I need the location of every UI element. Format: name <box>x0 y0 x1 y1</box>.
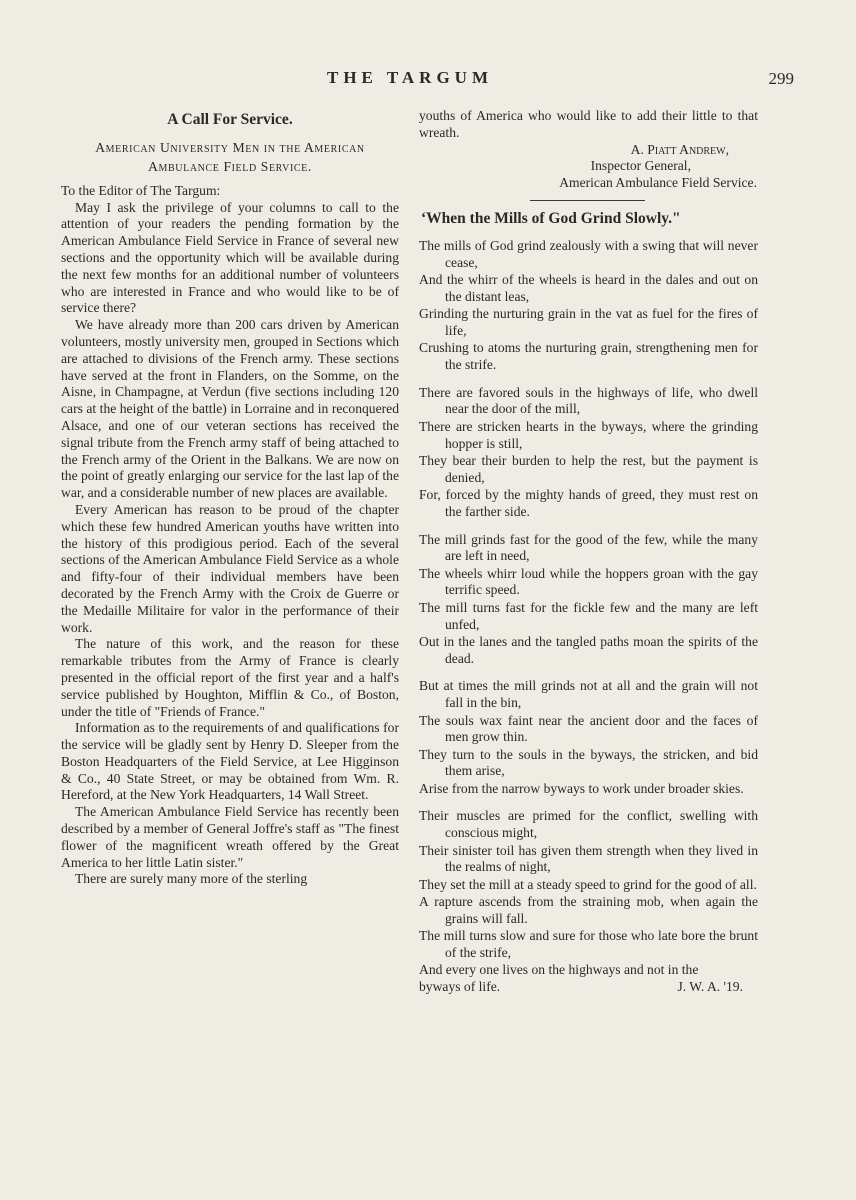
right-column <box>419 108 758 1007</box>
letter-paragraph: The American Ambulance Field Service has recently been described by a member of General Joffre's staff as "The finest flower of the magnificent wreath offered by the Great America to her little Latin sister." <box>61 804 399 870</box>
letter-signature <box>419 142 758 192</box>
signature-organization: American Ambulance Field Service. <box>559 175 757 191</box>
poem-line: The wheels whirr loud while the hoppers groan with the gay terrific speed. <box>419 565 758 598</box>
poem-line: A rapture ascends from the straining mob, when again the grains will fall. <box>419 893 758 926</box>
poem-stanza <box>419 808 758 996</box>
letter-continuation: youths of America who would like to add their little to that wreath. <box>419 108 758 140</box>
poem-line: The mills of God grind zealously with a swing that will never cease, <box>419 237 758 270</box>
poem-last-line <box>419 979 758 996</box>
poem-line: The mill grinds fast for the good of the few, while the many are left in need, <box>419 531 758 564</box>
letter-salutation: To the Editor of The Targum: <box>61 182 221 198</box>
poem-line: They set the mill at a steady speed to grind for the good of all. <box>419 876 757 892</box>
poem-line: Their sinister toil has given them strength when they lived in the realms of night, <box>419 842 758 875</box>
poem-line: But at times the mill grinds not at all and the grain will not fall in the bin, <box>419 678 758 711</box>
poem-stanza <box>419 385 758 521</box>
letter-paragraph: May I ask the privilege of your columns to call to the attention of your readers the pending formation by the American Ambulance Field Service in France of several new sections and the opportunity which will be available during the next few months for an additional number of volunteers who are interested in France and who would like to be of service there? <box>61 199 399 316</box>
left-column <box>61 108 399 888</box>
poem-line: Crushing to atoms the nurturing grain, strengthening men for the strife. <box>419 340 758 372</box>
poem-line: They turn to the souls in the byways, the stricken, and bid them arise, <box>419 746 758 779</box>
poem-line: The mill turns fast for the fickle few and the many are left unfed, <box>419 599 758 632</box>
letter-paragraph: Information as to the requirements of and qualifications for the service will be gladly sent by Henry D. Sleeper from the Boston Headquarters of the Field Service, at Lee Higginson & Co., 40 State Street, or may be obtained from Wm. R. Hereford, at the New York Headquarters, 14 Wall Street. <box>61 720 399 803</box>
page-number: 299 <box>768 69 794 88</box>
letter-paragraph: The nature of this work, and the reason for these remarkable tributes from the Army of France is clearly presented in the official report of the first year and a half's service published by Houghton, Mifflin & Co., of Boston, under the title of "Friends of France." <box>61 636 399 719</box>
poem-line: Arise from the narrow byways to work under broader skies. <box>419 780 744 796</box>
section-divider <box>530 200 645 201</box>
poem-stanza <box>419 238 758 374</box>
letter-subtitle <box>61 138 399 176</box>
poem-line: And every one lives on the highways and not in the <box>419 962 699 978</box>
running-head <box>60 68 794 92</box>
signature-name: A. Piatt Andrew, <box>630 141 729 157</box>
poem-line: And the whirr of the wheels is heard in the dales and out on the distant leas, <box>419 271 758 304</box>
signature-title: Inspector General, <box>590 158 691 174</box>
poem-line: There are favored souls in the highways of life, who dwell near the door of the mill, <box>419 384 758 417</box>
poem-stanza <box>419 678 758 797</box>
letter-paragraph: There are surely many more of the sterling <box>75 871 308 887</box>
poem-line: For, forced by the mighty hands of greed, they must rest on the farther side. <box>419 486 758 519</box>
poem-line: Out in the lanes and the tangled paths moan the spirits of the dead. <box>419 633 758 666</box>
letter-subtitle-line: American University Men in the American <box>95 139 365 155</box>
poem-author: J. W. A. '19. <box>677 979 743 995</box>
letter-paragraph: Every American has reason to be proud of the chapter which these few hundred American youths have written into the history of this prodigious period. Each of the several sections of the American Ambulance Field Service as a whole and fifty-four of their individual members have been decorated by the French Army with the Croix de Guerre or the Medaille Militaire for valor in the performance of their work. <box>61 501 399 635</box>
poem-line: The mill turns slow and sure for those who late bore the brunt of the strife, <box>419 928 758 960</box>
poem-line: Grinding the nurturing grain in the vat as fuel for the fires of life, <box>419 305 758 338</box>
poem-stanza <box>419 532 758 668</box>
letter-subtitle-line: Ambulance Field Service. <box>148 158 312 174</box>
journal-title: THE TARGUM <box>326 68 494 87</box>
poem-title: ‘When the Mills of God Grind Slowly." <box>421 209 681 227</box>
poem-line-end: byways of life. <box>419 979 501 995</box>
poem-line: There are stricken hearts in the byways, where the grinding hopper is still, <box>419 418 758 451</box>
letter-title: A Call For Service. <box>167 111 293 128</box>
poem-line: Their muscles are primed for the conflict, swelling with conscious might, <box>419 808 758 841</box>
poem-line: They bear their burden to help the rest, but the payment is denied, <box>419 452 758 485</box>
letter-paragraph: We have already more than 200 cars driven by American volunteers, mostly university men, grouped in Sections which are attached to divisions of the French army. These sections have served at the front in Flanders, on the Somme, on the Aisne, in Champagne, at Verdun (five sections including 120 cars at the height of the battle) in Lorraine and in reconquered Alsace, and one of our veteran sections has received the signal tribute from the French army staff of being attached to the French army of the Orient in the Balkans. We are now on the point of greatly enlarging our service for the last lap of the war, and a considerable number of new places are available. <box>61 317 399 501</box>
poem-line: The souls wax faint near the ancient door and the faces of men grow thin. <box>419 712 758 745</box>
